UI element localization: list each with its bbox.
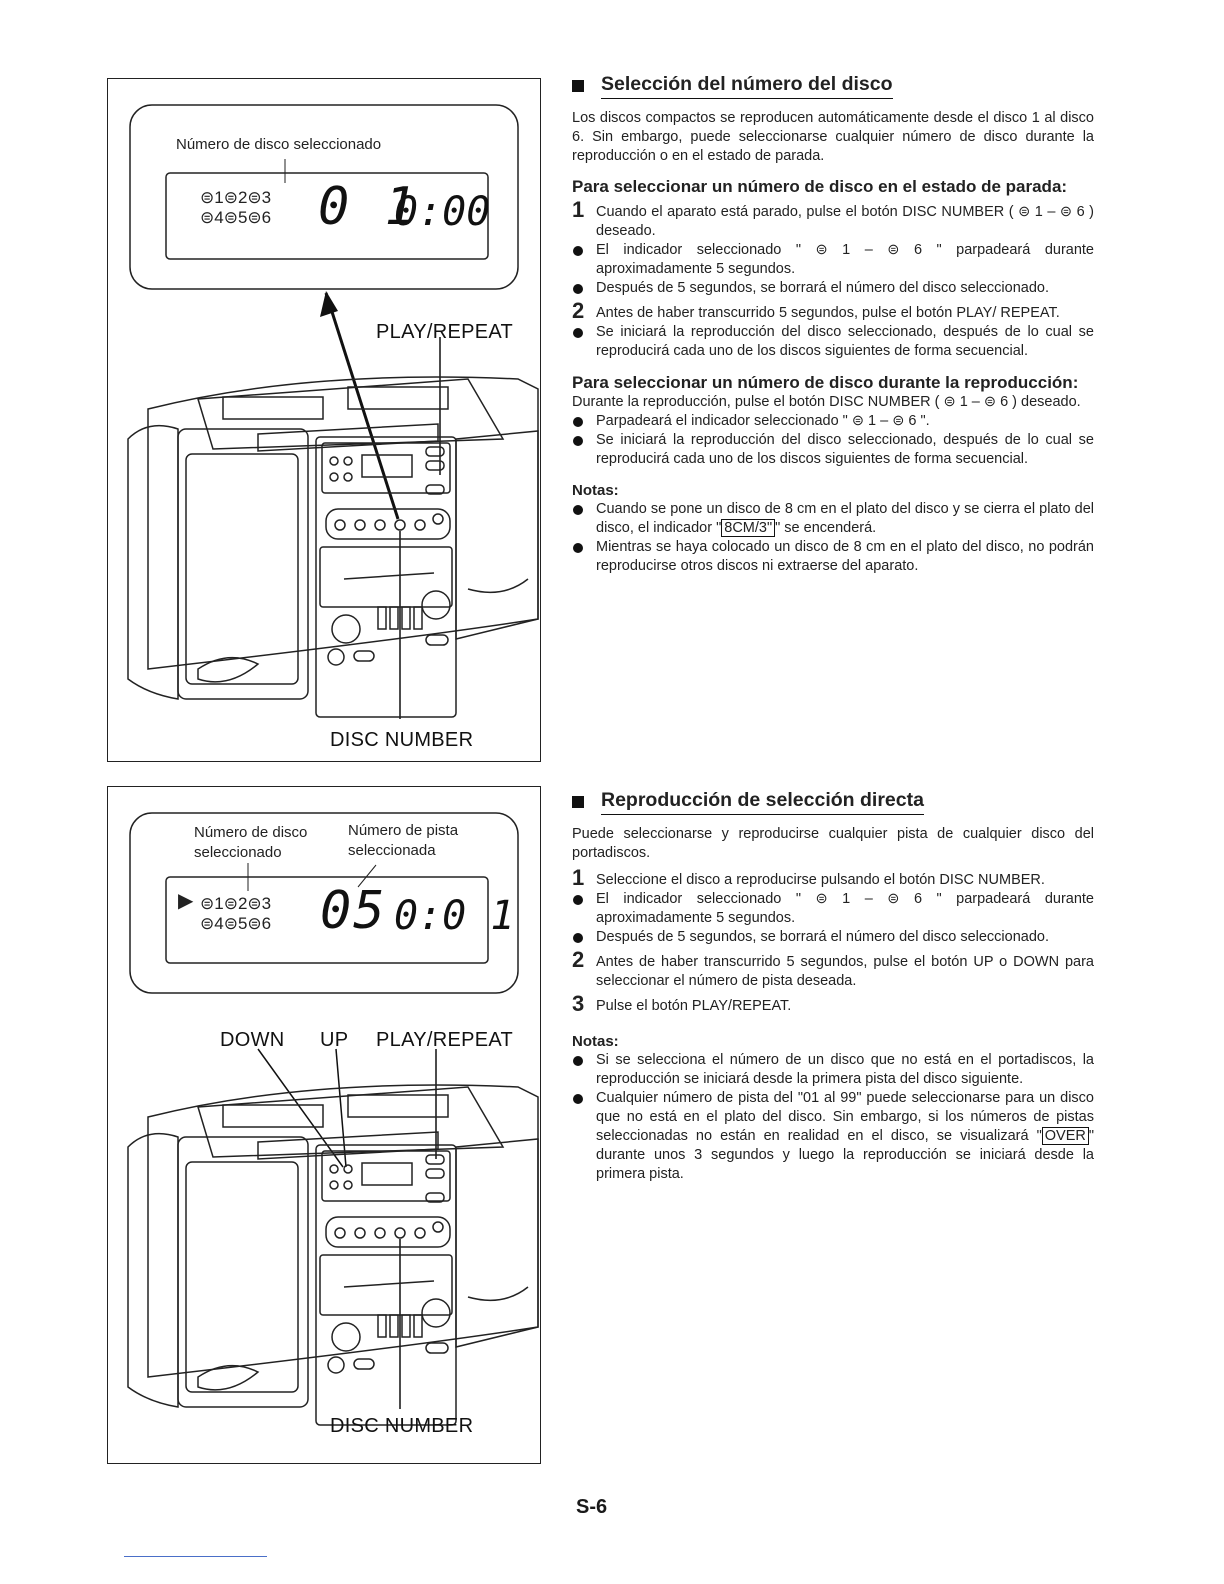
- step-number: 2: [572, 947, 585, 972]
- lcd-time: 0:00: [394, 189, 491, 235]
- bullet-text: El indicador seleccionado " ⊜ 1 – ⊜ 6 " parpadeará durante aproximadamente 5 segundos.: [596, 891, 1094, 926]
- nota-text-end: " durante unos 3 segundos y luego la reproducción se iniciará desde la primera pista.: [596, 1128, 1094, 1182]
- bullet-dot-icon: [573, 895, 583, 905]
- section2-step2: [572, 947, 1094, 991]
- bullet-dot-icon: [573, 1056, 583, 1066]
- section-direct-selection: [572, 788, 1094, 1184]
- nota-text: Si se selecciona el número de un disco que no está en el portadiscos, la reproducción se iniciará desde la primera pista del disco siguiente.: [596, 1052, 1094, 1087]
- page-number: S-6: [576, 1496, 608, 1518]
- step-text: Cuando el aparato está parado, pulse el botón DISC NUMBER ( ⊜ 1 – ⊜ 6 ) deseado.: [596, 204, 1094, 239]
- lcd-disc-digit: 0 1: [318, 177, 418, 237]
- section2-nota1: [572, 1051, 1094, 1089]
- up-label: UP: [320, 1029, 349, 1051]
- sub1-bullet3: [572, 323, 1094, 361]
- section2-heading: [572, 788, 1094, 815]
- bullet-dot-icon: [573, 436, 583, 446]
- section2-title: Reproducción de selección directa: [601, 788, 924, 815]
- display-caption: Número de disco seleccionado: [176, 136, 382, 153]
- caption-track-line2: seleccionada: [348, 842, 436, 859]
- disc-indicators-row1: ⊜1⊜2⊜3: [200, 188, 272, 207]
- step-text: Seleccione el disco a reproducirse pulsando el botón DISC NUMBER.: [596, 872, 1045, 888]
- disc-indicators-row2: ⊜4⊜5⊜6: [200, 914, 272, 933]
- disc-number-label: DISC NUMBER: [330, 1415, 474, 1437]
- sub1-step2: [572, 298, 1094, 323]
- section2-step1: [572, 865, 1094, 890]
- section2-nota2: [572, 1089, 1094, 1184]
- bullet-dot-icon: [573, 543, 583, 553]
- footer-rule: [124, 1556, 267, 1557]
- bullet-dot-icon: [573, 505, 583, 515]
- section1-intro: Los discos compactos se reproducen automáticamente desde el disco 1 al disco 6. Sin embargo, puede seleccionarse cualquier número de disco durante la reproducción o en el estado de parada.: [572, 110, 1094, 164]
- disc-indicators-row1: ⊜1⊜2⊜3: [200, 894, 272, 913]
- step-text: Antes de haber transcurrido 5 segundos, pulse el botón UP o DOWN para seleccionar el número de pista deseada.: [596, 954, 1094, 989]
- bullet-dot-icon: [573, 933, 583, 943]
- step-number: 1: [572, 197, 585, 222]
- play-arrow-icon: ▶: [178, 890, 194, 912]
- step-text: Antes de haber transcurrido 5 segundos, pulse el botón PLAY/ REPEAT.: [596, 305, 1060, 321]
- sub1-bullet2: [572, 279, 1094, 298]
- lcd-time: 0:0 1: [394, 893, 515, 939]
- bullet-dot-icon: [573, 417, 583, 427]
- section1-title: Selección del número del disco: [601, 72, 893, 99]
- step-number: 3: [572, 991, 585, 1016]
- bullet-text: Parpadeará el indicador seleccionado " ⊜ 1 – ⊜ 6 ".: [596, 413, 930, 429]
- nota-text-end: " se encenderá.: [775, 520, 877, 536]
- section2-notas-label: Notas:: [572, 1033, 619, 1050]
- 8cm-indicator-box: 8CM/3": [721, 519, 775, 537]
- disc-indicators-row2: ⊜4⊜5⊜6: [200, 208, 272, 227]
- figure-direct-selection: [107, 786, 541, 1464]
- sub2-title: Para seleccionar un número de disco durante la reproducción:: [572, 373, 1079, 392]
- nota-text: Cuando se pone un disco de 8 cm en el plato del disco y se cierra el plato del disco, el indicador ": [596, 501, 1094, 536]
- sub2-bullet2: [572, 431, 1094, 469]
- sub2-bullet1: [572, 412, 1094, 431]
- section1-notas-label: Notas:: [572, 482, 619, 499]
- bullet-dot-icon: [573, 328, 583, 338]
- caption-disc-line1: Número de disco: [194, 824, 308, 841]
- section1-nota2: [572, 538, 1094, 576]
- step-number: 2: [572, 298, 585, 323]
- down-label: DOWN: [220, 1029, 285, 1051]
- section2-bullet1: [572, 890, 1094, 928]
- bullet-text: Se iniciará la reproducción del disco seleccionado, después de lo cual se reproducirá cada uno de los discos siguientes de forma secuencial.: [596, 324, 1094, 359]
- nota-text: Mientras se haya colocado un disco de 8 cm en el plato del disco, no podrán reproducirse otros discos ni extraerse del aparato.: [596, 539, 1094, 574]
- bullet-dot-icon: [573, 1094, 583, 1104]
- bullet-text: Después de 5 segundos, se borrará el número del disco seleccionado.: [596, 280, 1049, 296]
- section1-heading: [572, 72, 1094, 99]
- step-number: 1: [572, 865, 585, 890]
- sub1-bullet1: [572, 241, 1094, 279]
- sub1-step1: [572, 197, 1094, 241]
- section1-nota1: [572, 500, 1094, 538]
- over-indicator-box: OVER: [1042, 1127, 1089, 1145]
- section-disc-selection: [572, 72, 1094, 576]
- bullet-text: Se iniciará la reproducción del disco seleccionado, después de lo cual se reproducirá cada uno de los discos siguientes de forma secuencial.: [596, 432, 1094, 467]
- disc-number-label: DISC NUMBER: [330, 729, 474, 751]
- section2-step3: [572, 991, 1094, 1016]
- caption-disc-line2: seleccionado: [194, 844, 282, 861]
- section2-bullet2: [572, 928, 1094, 947]
- bullet-text: Después de 5 segundos, se borrará el número del disco seleccionado.: [596, 929, 1049, 945]
- play-repeat-label: PLAY/REPEAT: [376, 1029, 514, 1051]
- bullet-text: El indicador seleccionado " ⊜ 1 – ⊜ 6 " parpadeará durante aproximadamente 5 segundos.: [596, 242, 1094, 277]
- figure-disc-selection-stop: [107, 78, 541, 762]
- sub2-intro: Durante la reproducción, pulse el botón DISC NUMBER ( ⊜ 1 – ⊜ 6 ) deseado.: [572, 394, 1081, 410]
- caption-track-line1: Número de pista: [348, 822, 459, 839]
- square-bullet-icon: [572, 80, 584, 92]
- step-text: Pulse el botón PLAY/REPEAT.: [596, 998, 792, 1014]
- nota-text: Cualquier número de pista del "01 al 99" puede seleccionarse para un disco que no está en el plato del disco. Sin embargo, si los números de pistas seleccionadas no están en realidad en el disco, se visualizará ": [596, 1090, 1094, 1144]
- sub1-title: Para seleccionar un número de disco en el estado de parada:: [572, 177, 1068, 196]
- lcd-track-digits: 05: [320, 881, 387, 941]
- square-bullet-icon: [572, 796, 584, 808]
- bullet-dot-icon: [573, 284, 583, 294]
- section2-intro: Puede seleccionarse y reproducirse cualquier pista de cualquier disco del portadiscos.: [572, 826, 1094, 861]
- bullet-dot-icon: [573, 246, 583, 256]
- play-repeat-label: PLAY/REPEAT: [376, 321, 514, 343]
